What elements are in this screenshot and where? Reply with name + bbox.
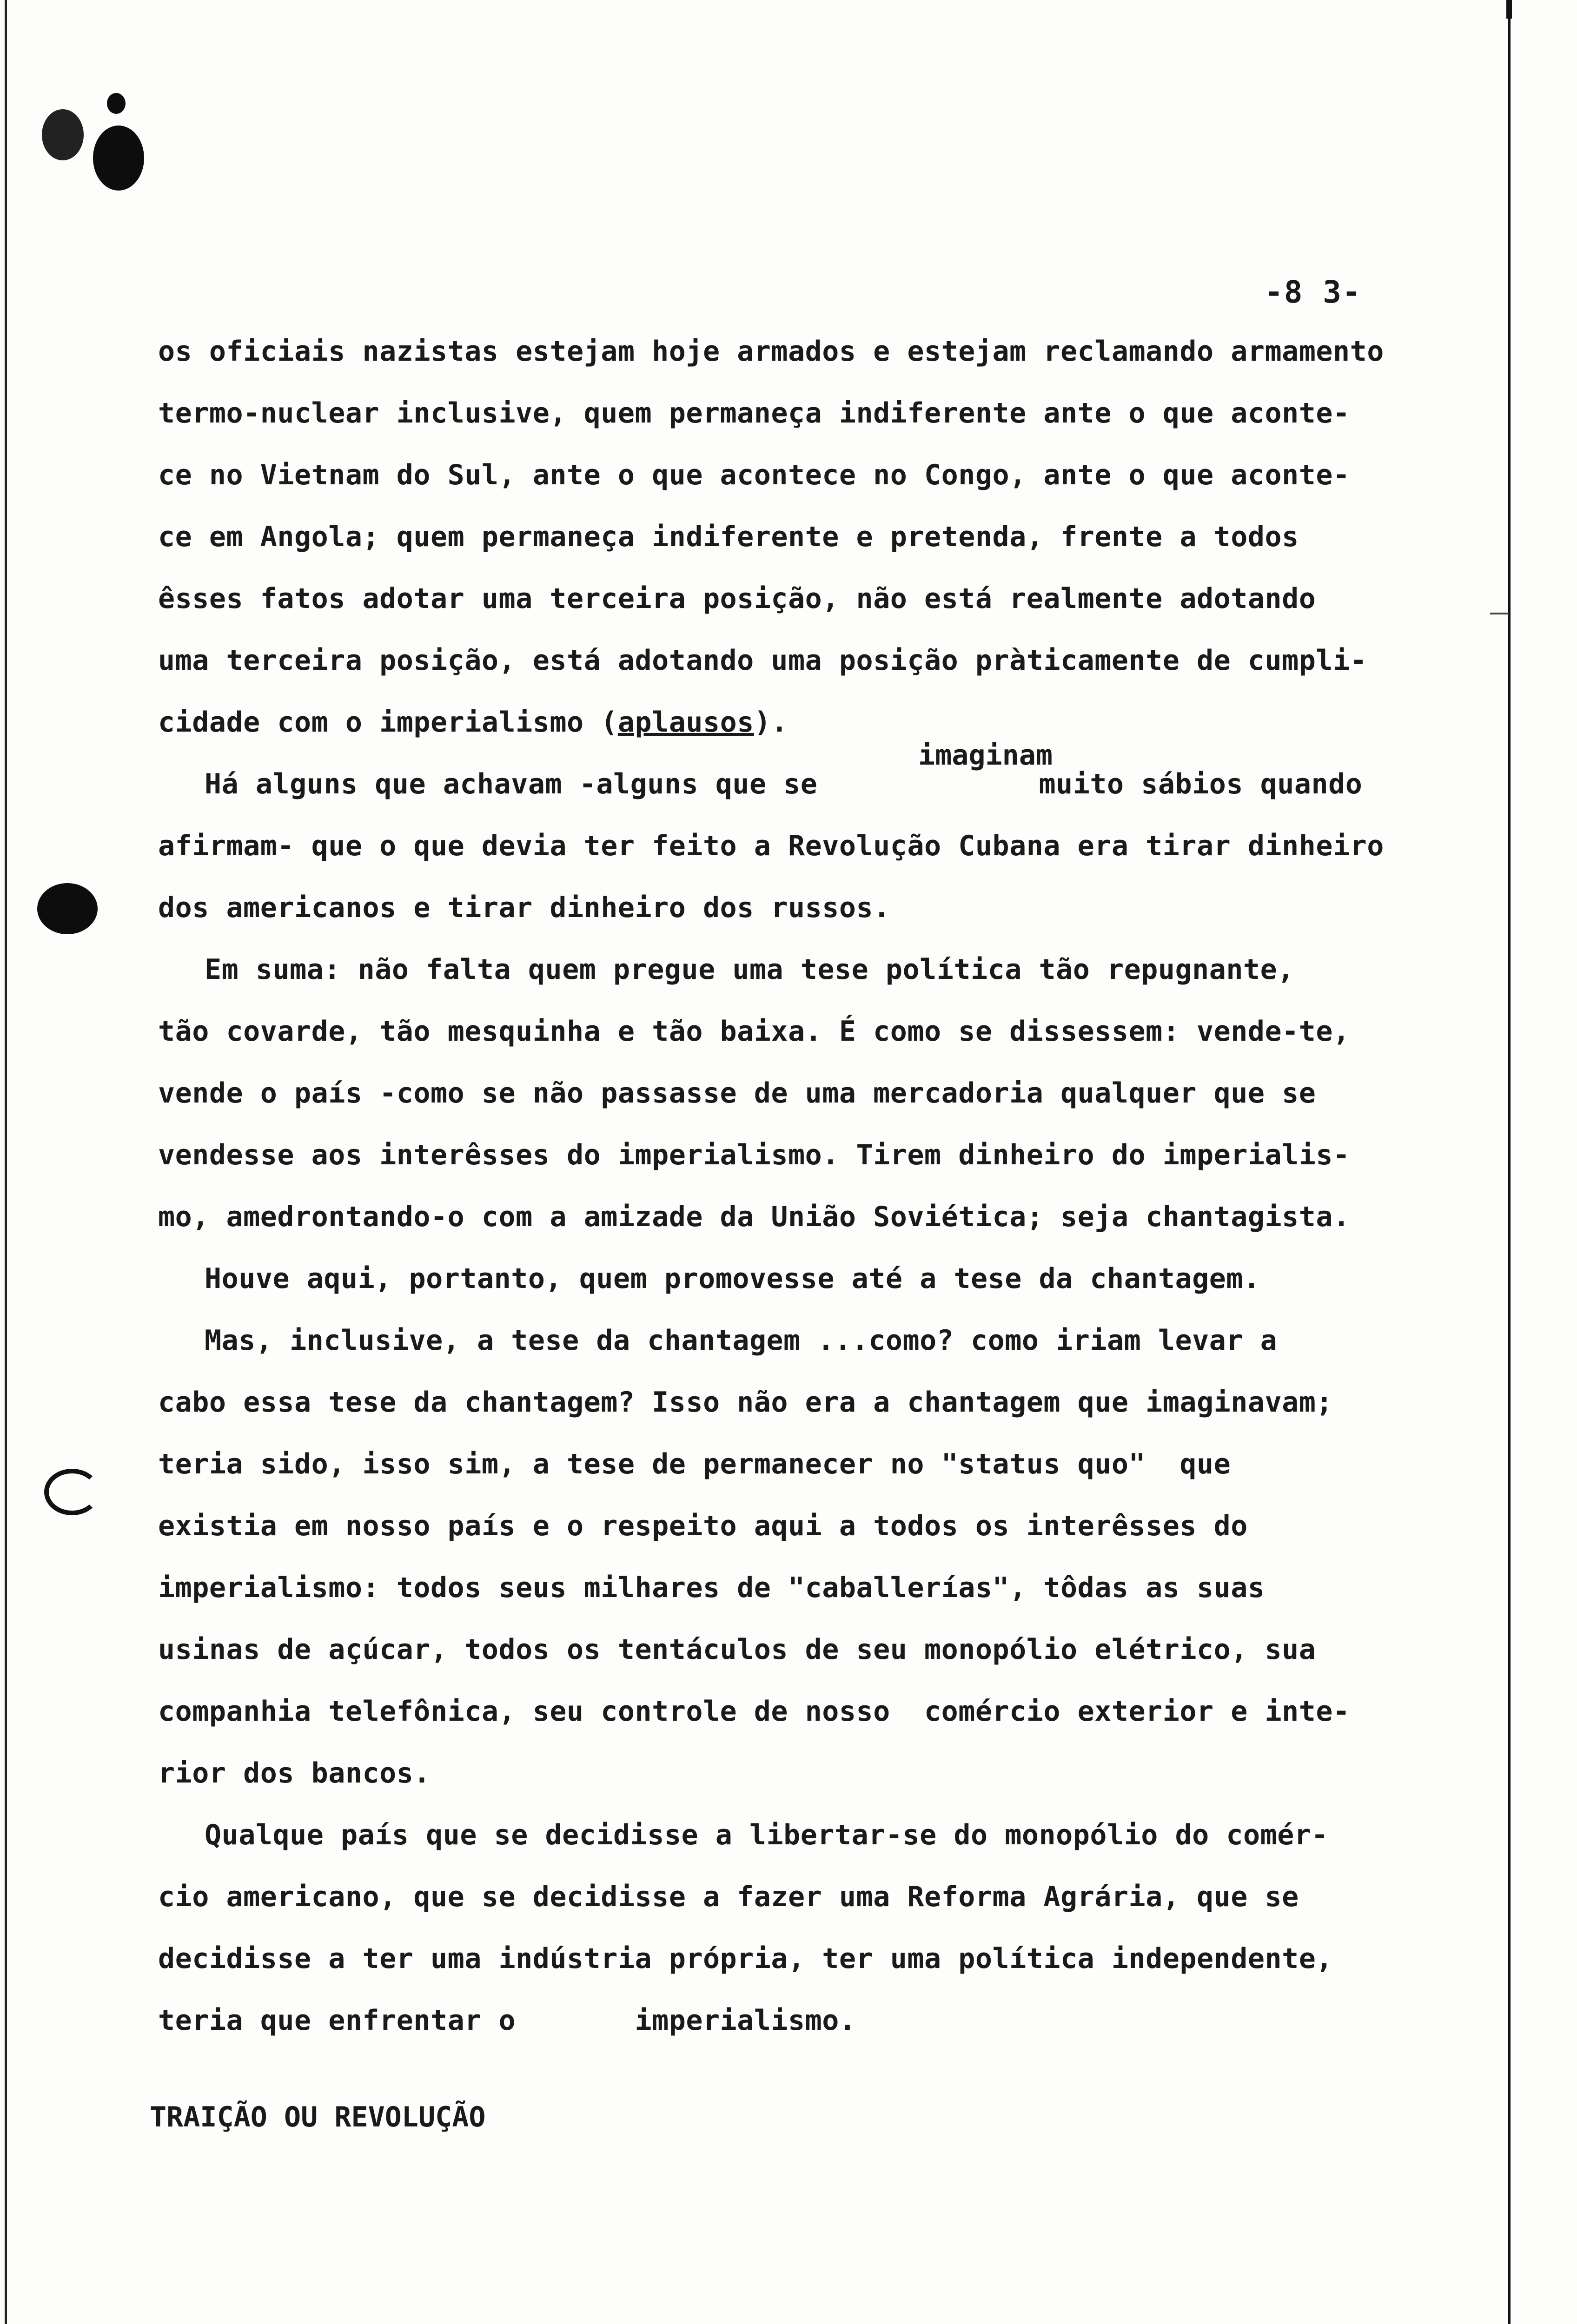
text-line: teria que enfrentar o imperialismo. (158, 2004, 856, 2037)
text-line: tão covarde, tão mesquinha e tão baixa. É como se dissessem: vende-te, (158, 1015, 1350, 1048)
text-line: cio americano, que se decidisse a fazer uma Reforma Agrária, que se (158, 1881, 1299, 1913)
text-line: Mas, inclusive, a tese da chantagem ...como? como iriam levar a (205, 1324, 1278, 1357)
text-line: rior dos bancos. (158, 1757, 431, 1789)
text-line: existia em nosso país e o respeito aqui a todos os interêsses do (158, 1510, 1248, 1542)
text-line: vende o país -como se não passasse de uma mercadoria qualquer que se (158, 1077, 1316, 1109)
text-line: Em suma: não falta quem pregue uma tese política tão repugnante, (205, 953, 1294, 986)
text-line: afirmam- que o que devia ter feito a Revolução Cubana era tirar dinheiro (158, 830, 1384, 862)
text-line: dos americanos e tirar dinheiro dos russos. (158, 891, 890, 924)
text-segment: cidade com o imperialismo ( (158, 706, 618, 739)
text-line: êsses fatos adotar uma terceira posição, não está realmente adotando (158, 582, 1316, 615)
text-segment: ). (754, 706, 788, 739)
section-heading: TRAIÇÃO OU REVOLUÇÃO (150, 2101, 486, 2133)
text-line: os oficiais nazistas estejam hoje armados e estejam reclamando armamento (158, 335, 1384, 368)
text-line: Houve aqui, portanto, quem promovesse até a tese da chantagem. (205, 1262, 1260, 1295)
scan-top-mark (1506, 0, 1512, 19)
scan-left-edge (5, 0, 7, 2324)
text-line: vendesse aos interêsses do imperialismo. Tirem dinheiro do imperialis- (158, 1139, 1350, 1171)
page-number: -8 3- (1265, 274, 1362, 310)
text-line (158, 692, 1506, 753)
underlined-word: aplausos (617, 706, 754, 739)
body-text (158, 321, 1506, 2052)
interlinear-insertion: imaginam (918, 739, 1053, 772)
text-line: teria sido, isso sim, a tese de permanecer no "status quo" que (158, 1448, 1231, 1480)
punch-hole-icon (93, 125, 144, 191)
text-line: Qualque país que se decidisse a libertar-se do monopólio do comér- (205, 1819, 1329, 1851)
text-line: uma terceira posição, está adotando uma posição pràticamente de cumpli- (158, 644, 1367, 677)
ink-spot-icon (107, 93, 126, 114)
text-line: termo-nuclear inclusive, quem permaneça indiferente ante o que aconte- (158, 397, 1350, 429)
text-line: mo, amedrontando-o com a amizade da União Soviética; seja chantagista. (158, 1201, 1350, 1233)
punch-hole-icon (37, 883, 98, 934)
text-line: Há alguns que achavam -alguns que se muito sábios quando (205, 768, 1363, 800)
punch-hole-ring-icon (44, 1469, 100, 1515)
text-line: imperialismo: todos seus milhares de "caballerías", tôdas as suas (158, 1571, 1265, 1604)
text-line: decidisse a ter uma indústria própria, ter uma política independente, (158, 1942, 1333, 1975)
ink-blot-icon (42, 109, 84, 160)
text-line: usinas de açúcar, todos os tentáculos de seu monopólio elétrico, sua (158, 1633, 1316, 1666)
scan-right-edge (1508, 0, 1511, 2324)
text-line: ce em Angola; quem permaneça indiferente e pretenda, frente a todos (158, 521, 1299, 553)
text-line: cabo essa tese da chantagem? Isso não era a chantagem que imaginavam; (158, 1386, 1333, 1419)
text-line: companhia telefônica, seu controle de nosso comércio exterior e inte- (158, 1695, 1350, 1728)
text-line: ce no Vietnam do Sul, ante o que acontece no Congo, ante o que aconte- (158, 459, 1350, 491)
